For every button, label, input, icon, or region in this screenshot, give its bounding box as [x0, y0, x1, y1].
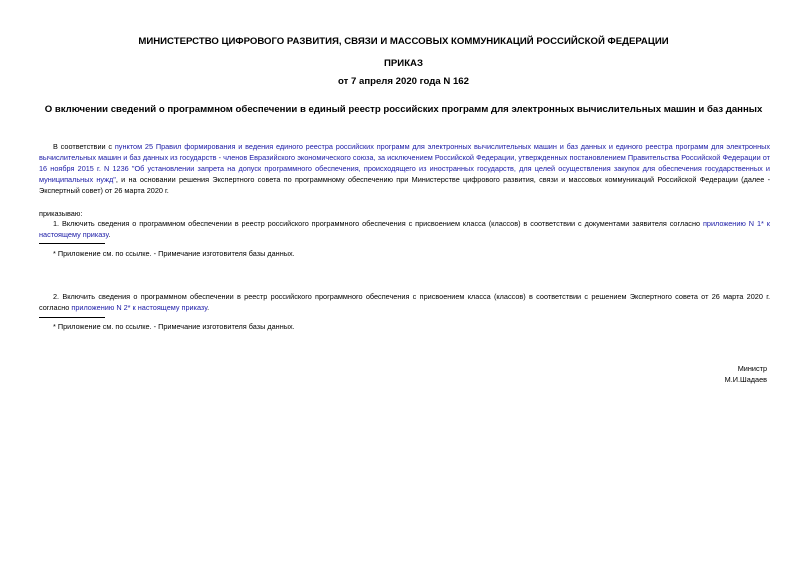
item-2-text: 2. Включить сведения о программном обеспечении в реестр российского программного обеспечения с присвоением класса (классов) в соответствии с решением Экспертного совета от 26 марта 2020 г. согласно	[39, 292, 770, 313]
rules-link[interactable]: пунктом 25 Правил формирования и ведения единого реестра российских программ для электронных вычислительных машин и баз данных и единого реестра программ для электронных вычислительных машин и баз данных из государств - членов Евразийского экономического союза, за исключением Российской Федерации, утвержденных постановлением Правительства Российской Федерации от 16 ноября 2015 г. N 1236 "Об установлении запрета на допуск программного обеспечения, происходящего из иностранных государств, для целей осуществления закупок для обеспечения государственных и муниципальных нужд"	[39, 142, 770, 185]
item-1-end: .	[108, 230, 111, 240]
appendix-2-link[interactable]: приложению N 2* к настоящему приказу	[71, 303, 208, 313]
footnote-1: * Приложение см. по ссылке. - Примечание изготовителя базы данных.	[53, 249, 295, 258]
ministry-title: МИНИСТЕРСТВО ЦИФРОВОГО РАЗВИТИЯ, СВЯЗИ И МАССОВЫХ КОММУНИКАЦИЙ РОССИЙСКОЙ ФЕДЕРАЦИИ	[138, 36, 669, 47]
doc-type-title: ПРИКАЗ	[384, 58, 423, 69]
item-1-paragraph	[39, 218, 770, 240]
footnote-divider-1	[39, 243, 105, 244]
doc-date-number: от 7 апреля 2020 года N 162	[338, 76, 469, 87]
doc-subject: О включении сведений о программном обеспечении в единый реестр российских программ для электронных вычислительных машин и баз данных	[44, 104, 763, 115]
preamble-text-2: , и на основании решения Экспертного совета по программному обеспечению при Министерстве цифрового развития, связи и массовых коммуникаций Российской Федерации (далее - Экспертный совет) от 26 марта 2020 г.	[39, 175, 771, 196]
preamble-text-1: В соответствии с	[53, 142, 115, 151]
item-2-end: .	[207, 303, 210, 313]
preamble-paragraph	[39, 141, 770, 196]
appendix-1-link[interactable]: приложению N 1* к настоящему приказу	[39, 219, 770, 240]
signature-position: Министр	[737, 364, 767, 373]
footnote-2: * Приложение см. по ссылке. - Примечание изготовителя базы данных.	[53, 322, 295, 331]
signature-name: М.И.Шадаев	[724, 375, 767, 384]
item-1-text: 1. Включить сведения о программном обеспечении в реестр российского программного обеспечения с присвоением класса (классов) в соответствии с документами заявителя согласно	[53, 219, 703, 228]
order-word: приказываю:	[39, 209, 83, 218]
footnote-divider-2	[39, 317, 105, 318]
item-2-paragraph	[39, 291, 770, 313]
